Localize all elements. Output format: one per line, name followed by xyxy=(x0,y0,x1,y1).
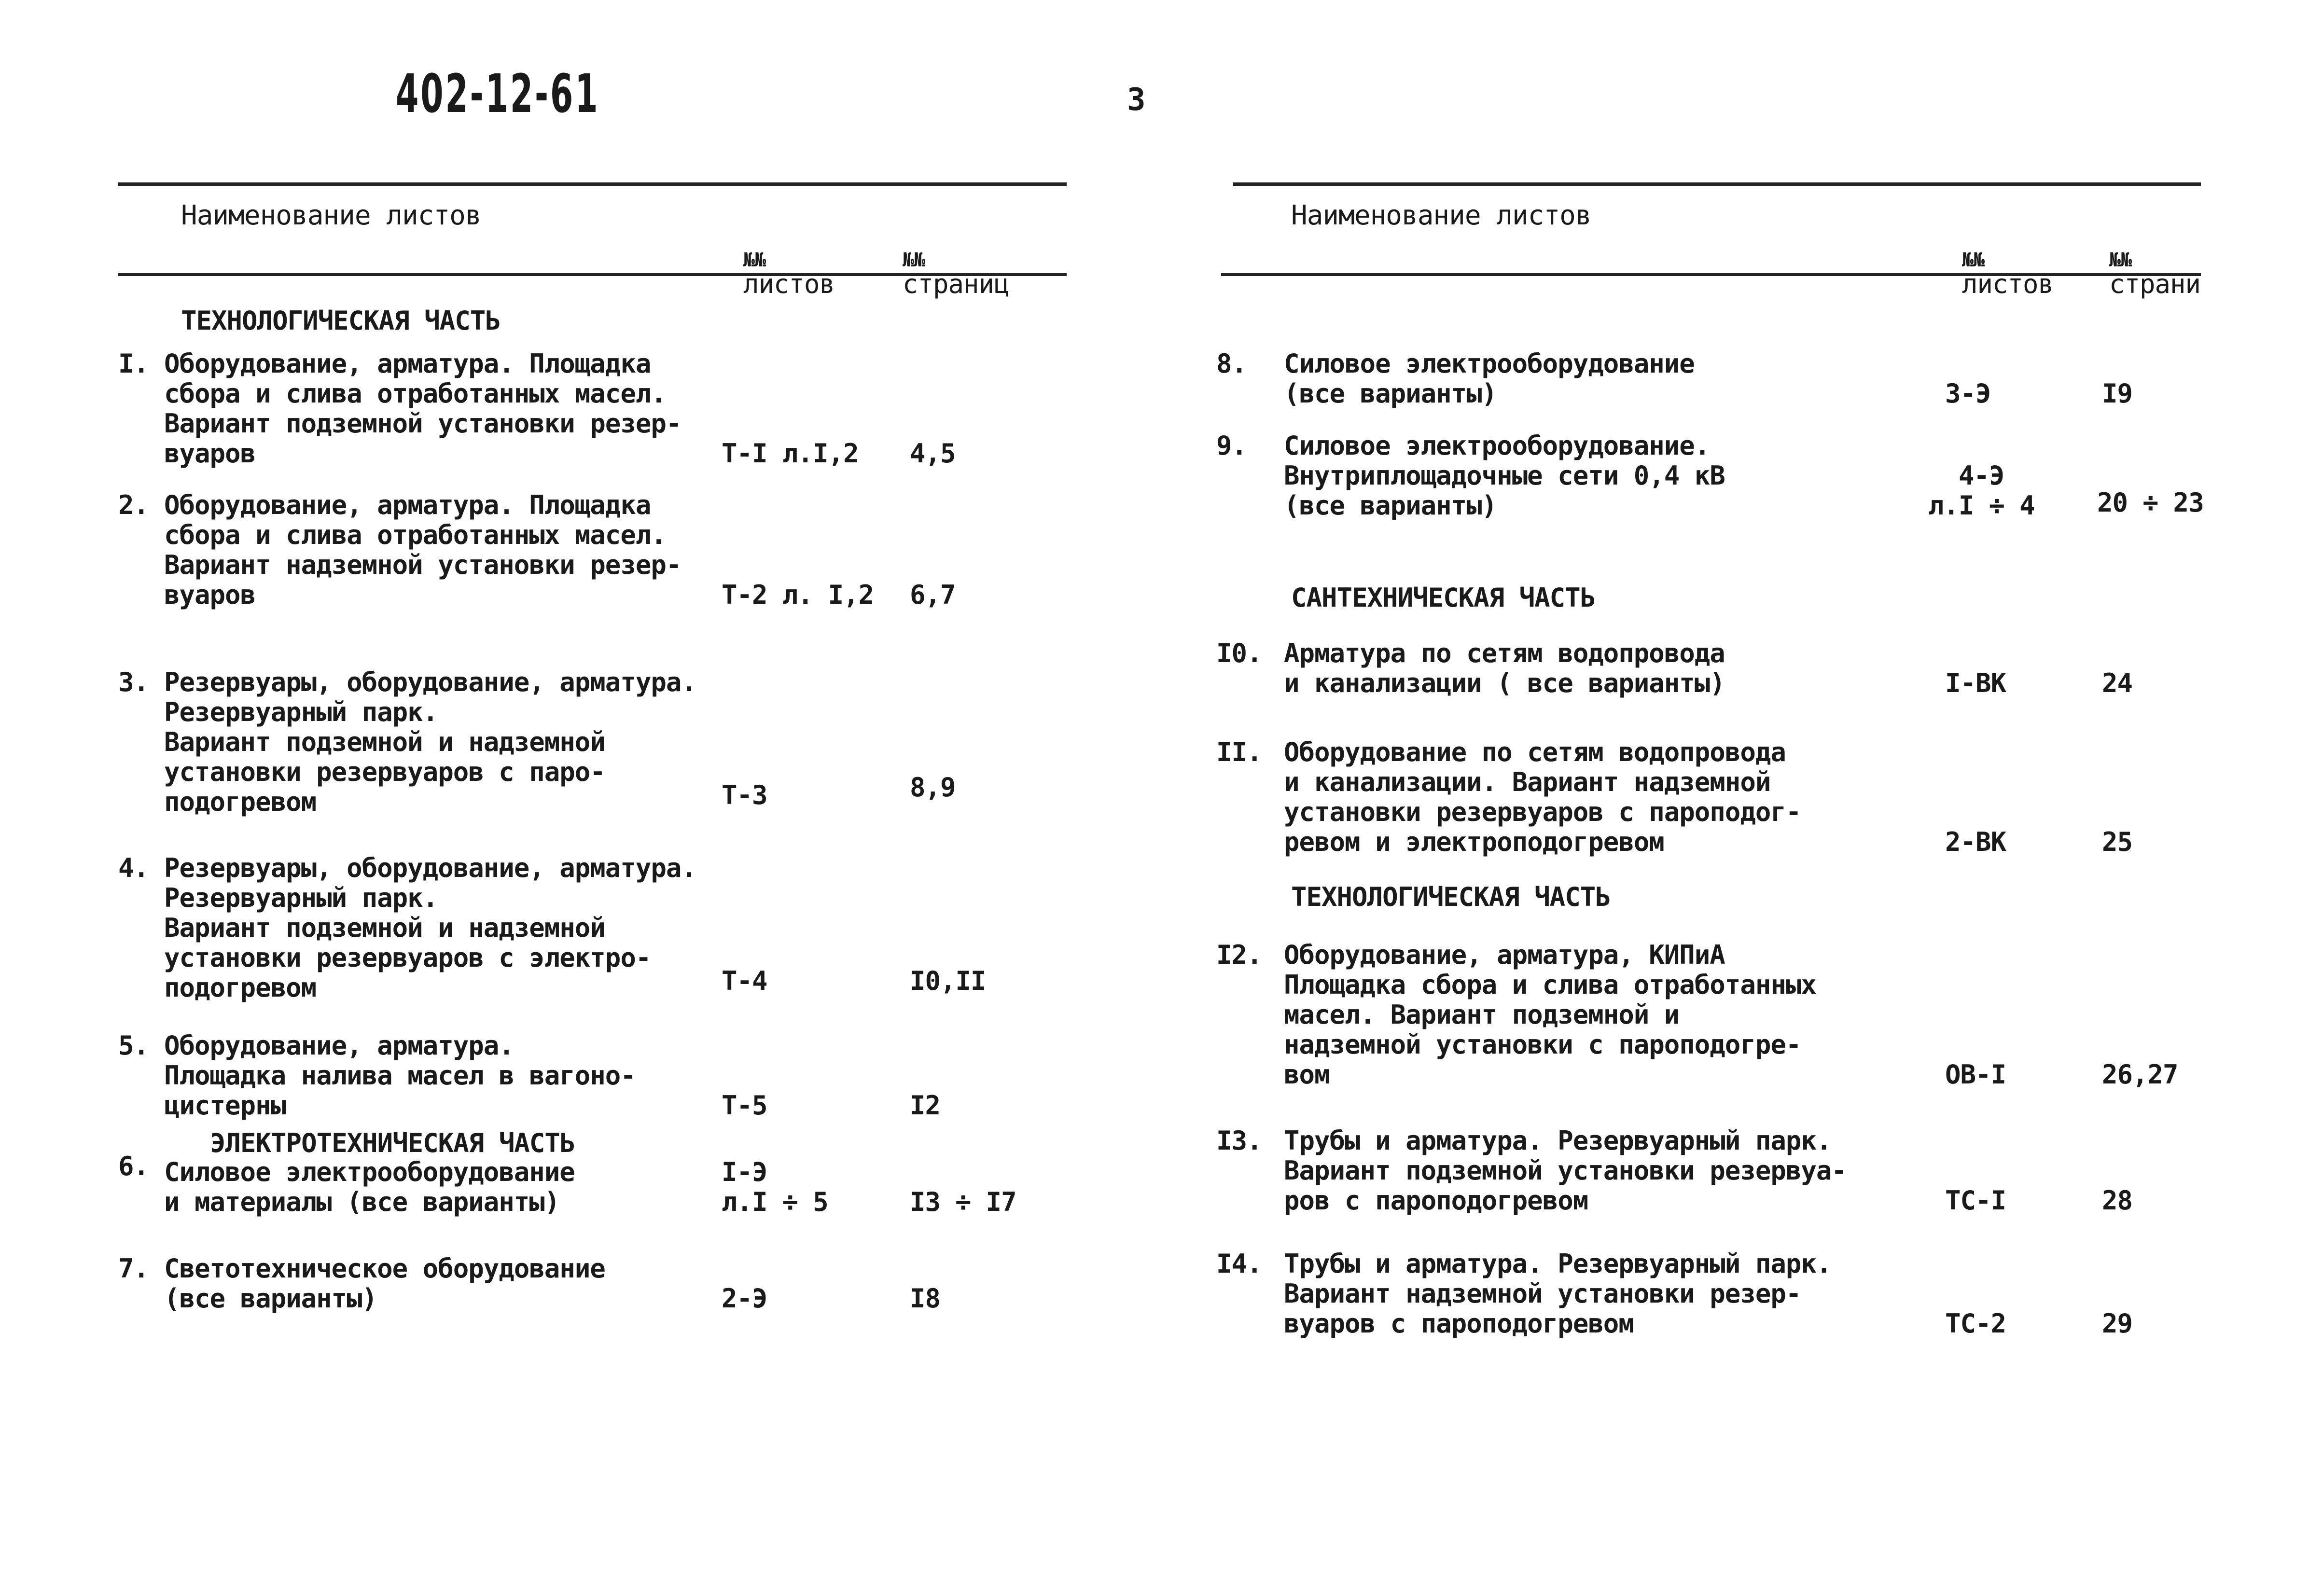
row-number: I. xyxy=(118,348,149,379)
row-page: 20 ÷ 23 xyxy=(2097,487,2204,518)
table-row xyxy=(118,853,1067,1003)
row-number: 4. xyxy=(118,853,149,883)
table-row xyxy=(1216,1125,2201,1216)
header-sheet-name: Наименование листов xyxy=(1291,200,1591,231)
table-row xyxy=(1216,348,2201,409)
table-row xyxy=(118,1031,1067,1121)
table-row xyxy=(1216,737,2201,857)
table-row xyxy=(118,349,1067,469)
row-page: 26,27 xyxy=(2102,1059,2178,1090)
row-title: Силовое электрооборудование. Внутриплощадочные сети 0,4 кВ (все варианты) xyxy=(1284,430,1725,521)
table-top-rule xyxy=(1233,182,2201,186)
number-sign: №№ xyxy=(743,249,766,271)
row-sheet: I-ВК xyxy=(1945,668,2006,698)
header-page-numbers xyxy=(903,197,1009,323)
row-title: Трубы и арматура. Резервуарный парк. Вариант надземной установки резер- вуаров с пароподогревом xyxy=(1284,1249,1832,1339)
row-title: Оборудование по сетям водопровода и канализации. Вариант надземной установки резервуаров с пароподог- ревом и электроподогревом xyxy=(1284,737,1801,857)
section-title: ТЕХНОЛОГИЧЕСКАЯ ЧАСТЬ xyxy=(181,305,501,336)
page-number: 3 xyxy=(1127,82,1146,118)
row-sheet: 2-ВК xyxy=(1945,827,2006,857)
table-header-rule xyxy=(118,273,1067,276)
row-sheet: Т-5 xyxy=(722,1090,767,1121)
number-sign: №№ xyxy=(2109,249,2132,271)
number-sign: №№ xyxy=(1962,249,1985,271)
row-page: I0,II xyxy=(910,966,986,996)
table-row xyxy=(118,490,1067,610)
row-sheet: ТС-I xyxy=(1945,1185,2006,1216)
row-number: 2. xyxy=(118,490,149,520)
row-sheet: ОВ-I xyxy=(1945,1059,2006,1090)
document-code: 402-12-61 xyxy=(396,63,600,125)
header-sheet-numbers xyxy=(743,197,835,323)
section-title: ЭЛЕКТРОТЕХНИЧЕСКАЯ ЧАСТЬ xyxy=(210,1128,575,1158)
number-sign: №№ xyxy=(903,249,925,271)
row-number: 3. xyxy=(118,667,149,697)
section-title: ТЕХНОЛОГИЧЕСКАЯ ЧАСТЬ xyxy=(1291,882,1611,912)
row-title: Оборудование, арматура. Площадка сбора и слива отработанных масел. Вариант надземной установки резер- вуаров xyxy=(164,490,682,610)
row-title: Арматура по сетям водопровода и канализации ( все варианты) xyxy=(1284,638,1725,698)
row-number: 8. xyxy=(1216,348,1247,379)
table-row xyxy=(1216,1249,2201,1339)
row-sheet: ТС-2 xyxy=(1945,1308,2006,1339)
row-page: 29 xyxy=(2102,1308,2133,1339)
row-number: 9. xyxy=(1216,430,1247,461)
row-page: I2 xyxy=(910,1090,941,1121)
row-title: Резервуары, оборудование, арматура. Резервуарный парк. Вариант подземной и надземной установки резервуаров с паро- подогревом xyxy=(164,667,696,817)
row-number: 5. xyxy=(118,1030,149,1061)
row-page: I8 xyxy=(910,1283,941,1314)
row-number: 6. xyxy=(118,1151,149,1181)
header-sheets-label: листов xyxy=(1962,269,2054,299)
row-number: I2. xyxy=(1216,940,1262,970)
table-row xyxy=(1216,638,2201,698)
table-row xyxy=(118,1254,1067,1314)
row-number: I3. xyxy=(1216,1125,1262,1156)
row-title: Резервуары, оборудование, арматура. Резервуарный парк. Вариант подземной и надземной установки резервуаров с электро- подогревом xyxy=(164,853,696,1003)
row-number: I0. xyxy=(1216,638,1262,668)
table-top-rule xyxy=(118,182,1067,186)
header-sheet-numbers xyxy=(1962,197,2053,323)
row-sheet: Т-2 л. I,2 xyxy=(722,580,874,610)
row-title: Оборудование, арматура. Площадка сбора и слива отработанных масел. Вариант подземной установки резер- вуаров xyxy=(164,348,682,469)
row-page: 24 xyxy=(2102,668,2133,698)
row-title: Трубы и арматура. Резервуарный парк. Вариант подземной установки резервуа- ров с пароподогревом xyxy=(1284,1125,1847,1216)
header-pages-label: страниц xyxy=(903,269,1009,299)
table-header-rule xyxy=(1221,273,2201,276)
row-title: Оборудование, арматура, КИПиА Площадка сбора и слива отработанных масел. Вариант подземной и надземной установки с пароподогре- вом xyxy=(1284,940,1816,1090)
row-sheet: Т-I л.I,2 xyxy=(722,438,859,469)
header-sheet-name: Наименование листов xyxy=(181,200,481,231)
row-page: 25 xyxy=(2102,827,2133,857)
row-sheet: 2-Э xyxy=(722,1283,767,1314)
section-title: САНТЕХНИЧЕСКАЯ ЧАСТЬ xyxy=(1291,583,1596,613)
row-title: Силовое электрооборудование и материалы (все варианты) xyxy=(164,1157,575,1217)
row-sheet: 3-Э xyxy=(1945,378,1991,409)
row-sheet: I-Э л.I ÷ 5 xyxy=(722,1157,828,1217)
header-sheets-label: листов xyxy=(743,269,835,299)
row-page: 6,7 xyxy=(910,580,956,610)
row-sheet: 4-Э л.I ÷ 4 xyxy=(1928,460,2035,521)
row-title: Силовое электрооборудование (все варианты) xyxy=(1284,348,1695,409)
row-page: I3 ÷ I7 xyxy=(910,1187,1016,1217)
row-page: 28 xyxy=(2102,1185,2133,1216)
row-sheet: Т-3 xyxy=(722,780,767,810)
table-row xyxy=(118,1151,1067,1217)
row-number: I4. xyxy=(1216,1249,1262,1279)
row-number: 7. xyxy=(118,1253,149,1284)
row-page: 8,9 xyxy=(910,772,956,803)
row-page: I9 xyxy=(2102,378,2133,409)
header-page-numbers xyxy=(2109,197,2201,323)
table-row xyxy=(118,667,1067,817)
row-sheet: Т-4 xyxy=(722,966,767,996)
header-pages-label: страни xyxy=(2109,269,2201,299)
table-row xyxy=(1216,940,2201,1090)
row-title: Светотехническое оборудование (все варианты) xyxy=(164,1253,605,1314)
row-title: Оборудование, арматура. Площадка налива масел в вагоно- цистерны xyxy=(164,1030,636,1121)
row-number: II. xyxy=(1216,737,1262,767)
row-page: 4,5 xyxy=(910,438,956,469)
table-row xyxy=(1216,430,2204,521)
